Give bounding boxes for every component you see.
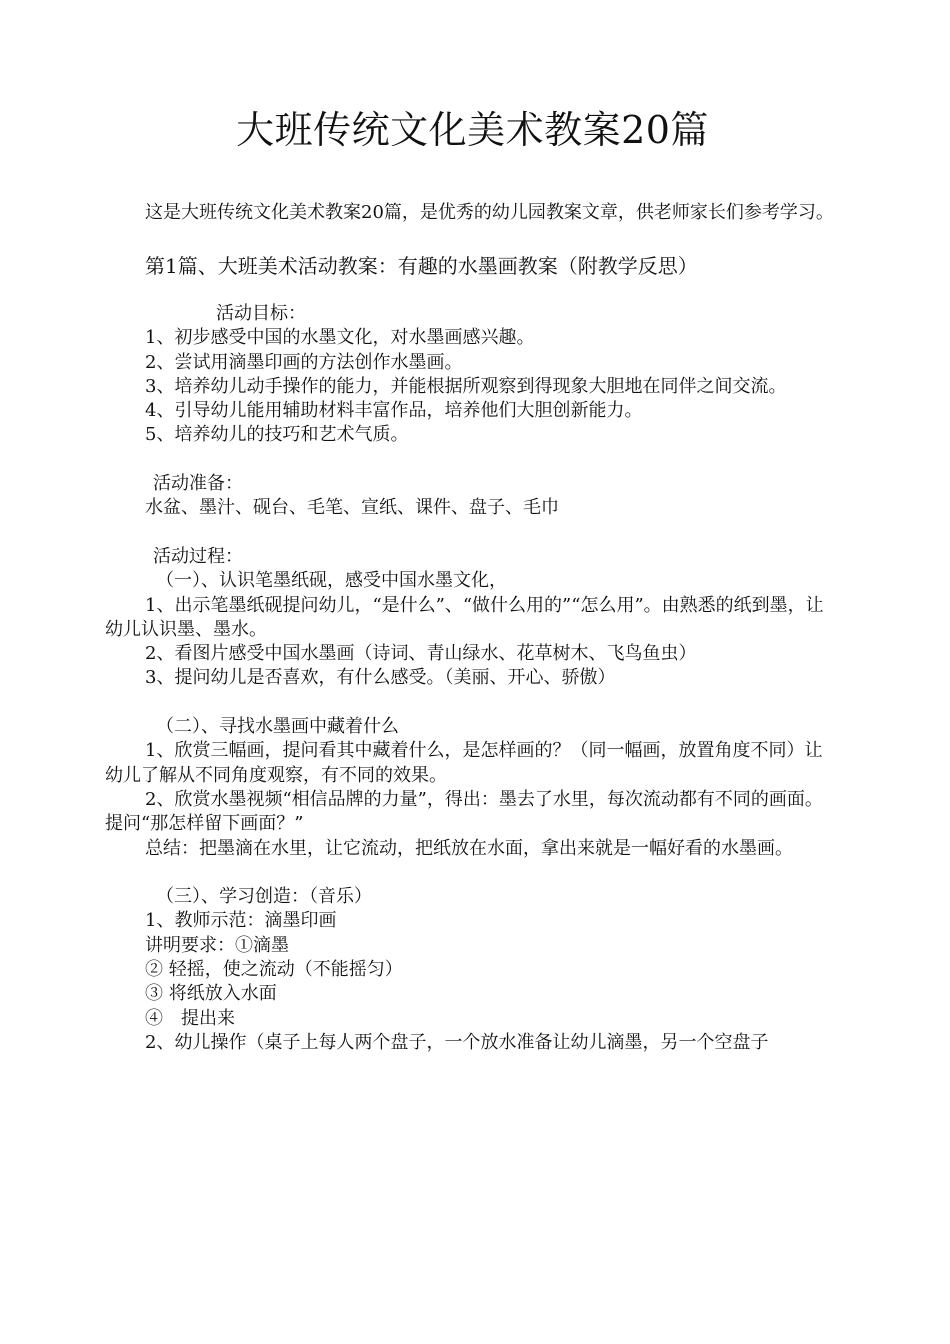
section-line: 3、提问幼儿是否喜欢，有什么感受。（美丽、开心、骄傲） [145,667,616,689]
section-line: 1、教师示范：滴墨印画 [145,910,337,932]
section-line: 总结：把墨滴在水里，让它流动，把纸放在水面，拿出来就是一幅好看的水墨画。 [145,837,793,859]
section-line: ③ 将纸放入水面 [145,983,277,1005]
goal-item: 2、尝试用滴墨印画的方法创作水墨画。 [145,351,463,373]
goal-item: 3、培养幼儿动手操作的能力，并能根据所观察到得现象大胆地在同伴之间交流。 [145,375,787,397]
goal-item: 5、培养幼儿的技巧和艺术气质。 [145,424,409,446]
section-heading: （二）、寻找水墨画中藏着什么 [156,716,399,738]
section-line: 2、欣赏水墨视频“相信品牌的力量”，得出：墨去了水里，每次流动都有不同的画面。提问“那怎样留下画面？” [105,788,823,835]
section-line: 1、欣赏三幅画，提问看其中藏着什么，是怎样画的？（同一幅画，放置角度不同）让幼儿了解从不同角度观察，有不同的效果。 [105,740,823,786]
intro-paragraph: 这是大班传统文化美术教案20篇，是优秀的幼儿园教案文章，供老师家长们参考学习。 [145,202,834,223]
section-line: 2、看图片感受中国水墨画（诗词、青山绿水、花草树木、飞鸟鱼虫） [145,643,697,665]
goals-heading: 活动目标： [216,303,306,324]
prep-heading: 活动准备： [153,473,243,495]
section-heading: （三）、学习创造：（音乐） [156,886,372,908]
section-line: ② 轻摇，使之流动（不能摇匀） [145,959,403,981]
document-title: 大班传统文化美术教案20篇 [236,108,709,152]
article-body [105,302,840,1055]
process-heading: 活动过程： [153,545,243,567]
section-line: 1、出示笔墨纸砚提问幼儿，“是什么”、“做什么用的”“怎么用”。由熟悉的纸到墨，让幼儿认识墨、墨水。 [105,594,824,640]
section-line: 2、幼儿操作（桌子上每人两个盘子，一个放水准备让幼儿滴墨，另一个空盘子 [145,1031,769,1053]
section-line: ④ 提出来 [145,1007,235,1029]
prep-items: 水盆、墨汁、砚台、毛笔、宣纸、课件、盘子、毛巾 [145,497,559,519]
goal-item: 4、引导幼儿能用辅助材料丰富作品，培养他们大胆创新能力。 [145,400,643,422]
section-line: 讲明要求：①滴墨 [145,934,289,956]
article-heading: 第1篇、大班美术活动教案：有趣的水墨画教案（附教学反思） [145,254,698,278]
section-heading: （一）、认识笔墨纸砚，感受中国水墨文化， [156,570,507,592]
goal-item: 1、初步感受中国的水墨文化，对水墨画感兴趣。 [145,327,535,349]
